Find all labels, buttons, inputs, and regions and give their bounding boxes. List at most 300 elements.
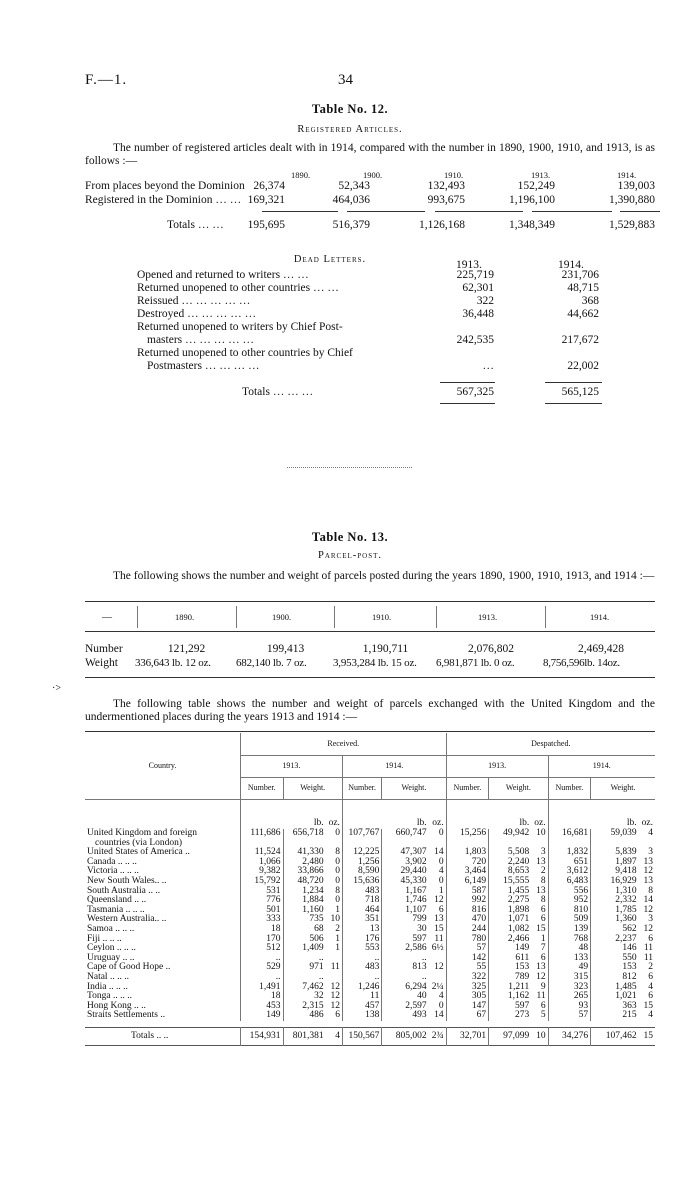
- table12-total-cell: 195,695: [247, 219, 285, 231]
- dead-letters-row-label: Opened and returned to writers … …: [137, 269, 309, 281]
- lb-header: lb.: [313, 818, 324, 829]
- data-cell: 0: [335, 856, 340, 867]
- table12-subtitle: Registered Articles.: [297, 124, 403, 135]
- dead-letters-totals-label: Totals … … …: [242, 386, 314, 398]
- total-cell: 97,099: [489, 1028, 532, 1046]
- column-rule: [334, 606, 335, 628]
- dead-letters-title: Dead Letters.: [293, 254, 367, 265]
- data-cell: 15,555: [489, 877, 532, 887]
- table12-cell: 52,343: [338, 180, 370, 192]
- data-cell: 57: [548, 1011, 591, 1021]
- data-cell: 2,332: [591, 896, 639, 906]
- table-row: [85, 944, 655, 954]
- data-cell: 30: [382, 925, 429, 935]
- data-cell: ..: [382, 954, 429, 964]
- data-cell: 9: [540, 981, 546, 992]
- rule: [85, 631, 655, 632]
- data-cell: 1: [335, 943, 340, 954]
- page-series-code: F.—1.: [85, 72, 128, 88]
- data-cell: 7,462: [283, 983, 326, 993]
- data-cell: 6½: [431, 943, 444, 954]
- data-cell: 67: [446, 1011, 489, 1021]
- data-cell: 8,590: [342, 867, 381, 877]
- data-cell: 153: [489, 963, 532, 973]
- data-cell: 483: [342, 963, 381, 973]
- number-header: Number.: [342, 777, 381, 799]
- data-cell: 1: [335, 933, 340, 944]
- table13-weight: 8,756,596lb. 14oz.: [543, 657, 620, 669]
- data-cell: 12: [434, 962, 444, 973]
- data-cell: 12: [330, 1000, 340, 1011]
- data-cell: 799: [382, 915, 429, 925]
- data-cell: 7: [540, 943, 546, 954]
- data-cell: 3: [648, 847, 653, 858]
- table13-year: 1890.: [175, 612, 195, 622]
- number-header: Number.: [240, 777, 283, 799]
- data-cell: 1,211: [489, 983, 532, 993]
- total-cell: 32,701: [446, 1028, 489, 1046]
- table12-cell: 464,036: [332, 194, 370, 206]
- data-cell: 1,107: [382, 906, 429, 916]
- dead-letters-total-1913: 567,325: [456, 386, 494, 398]
- data-cell: 6: [648, 971, 653, 982]
- lb-header: lb.: [519, 818, 530, 829]
- data-cell: 6,294: [382, 983, 429, 993]
- data-cell: 0: [335, 866, 340, 877]
- country-cell: Western Australia.. ..: [87, 914, 167, 925]
- rule: [545, 403, 602, 404]
- country-cell: Ceylon .. .. ..: [87, 943, 136, 954]
- data-cell: 453: [240, 1002, 283, 1012]
- data-cell: 133: [548, 954, 591, 964]
- data-cell: ..: [283, 973, 326, 983]
- data-cell: 651: [548, 858, 591, 868]
- rule: [85, 677, 655, 678]
- data-cell: 170: [240, 935, 283, 945]
- exchange-table: [85, 733, 655, 1046]
- table12-total-cell: 1,348,349: [509, 219, 555, 231]
- year-header: 1914.: [548, 755, 655, 777]
- data-cell: 29,440: [382, 867, 429, 877]
- table12-totals: [85, 219, 660, 233]
- data-cell: 992: [446, 896, 489, 906]
- country-cell: Natal .. .. ..: [87, 971, 129, 982]
- data-cell: 1,167: [382, 887, 429, 897]
- data-cell: 47,307: [382, 848, 429, 858]
- data-cell: 735: [283, 915, 326, 925]
- dead-letters-value-1913: 36,448: [462, 308, 494, 320]
- table13-corner: —: [102, 612, 112, 623]
- data-cell: 11: [643, 943, 653, 954]
- table12-row: [85, 180, 660, 194]
- country-cell: Uruguay .. ..: [87, 952, 135, 963]
- oz-header: oz.: [641, 818, 653, 829]
- data-cell: 3,902: [382, 858, 429, 868]
- table12-cell: 993,675: [427, 194, 465, 206]
- table13-weight: 682,140 lb. 7 oz.: [236, 657, 307, 669]
- data-cell: 32: [283, 992, 326, 1002]
- data-cell: 457: [342, 1002, 381, 1012]
- data-cell: ..: [283, 954, 326, 964]
- data-cell: 9,382: [240, 867, 283, 877]
- data-cell: 18: [240, 992, 283, 1002]
- country-cell: India .. .. ..: [87, 981, 128, 992]
- table12-year: 1890.: [291, 170, 311, 180]
- data-cell: 8: [540, 875, 546, 886]
- data-cell: 322: [446, 973, 489, 983]
- dead-letters-value-1914: 231,706: [561, 269, 599, 281]
- data-cell: 2,237: [591, 935, 639, 945]
- rule: [262, 211, 338, 212]
- table12-cell: 1,196,100: [509, 194, 555, 206]
- data-cell: 3,612: [548, 867, 591, 877]
- data-cell: 493: [382, 1011, 429, 1021]
- data-cell: 2,240: [489, 858, 532, 868]
- table13-number-label: Number: [85, 643, 123, 655]
- data-cell: 660,747: [382, 829, 429, 839]
- data-cell: 40: [382, 992, 429, 1002]
- table12-cell: 169,321: [247, 194, 285, 206]
- total-cell: 15: [643, 1031, 653, 1042]
- data-cell: 2,315: [283, 1002, 326, 1012]
- table13-number: 1,190,711: [362, 643, 409, 655]
- data-cell: 10: [536, 828, 546, 838]
- data-cell: 13: [536, 962, 546, 973]
- data-cell: 6: [540, 904, 546, 915]
- data-cell: 506: [283, 935, 326, 945]
- total-cell: 801,381: [283, 1028, 326, 1046]
- column-rule: [236, 606, 237, 628]
- total-cell: 150,567: [342, 1028, 381, 1046]
- dead-letters-value-1913: …: [482, 360, 494, 372]
- country-cell: countries (via London): [95, 837, 183, 848]
- table12-year: 1913.: [531, 170, 551, 180]
- data-cell: 15: [536, 923, 546, 934]
- rule: [347, 211, 425, 212]
- lb-header: lb.: [416, 818, 427, 829]
- dead-letters-value-1913: 62,301: [462, 282, 494, 294]
- data-cell: 6,483: [548, 877, 591, 887]
- data-cell: 789: [489, 973, 532, 983]
- data-cell: 12,225: [342, 848, 381, 858]
- column-rule: [436, 606, 437, 628]
- data-cell: ..: [342, 973, 381, 983]
- country-cell: Cape of Good Hope ..: [87, 962, 171, 973]
- data-cell: 2,597: [382, 1002, 429, 1012]
- data-cell: 1,409: [283, 944, 326, 954]
- data-cell: 12: [643, 866, 653, 877]
- data-cell: 3: [540, 847, 546, 858]
- data-cell: 6: [540, 1000, 546, 1011]
- rule: [440, 382, 495, 383]
- data-cell: 5,508: [489, 848, 532, 858]
- data-cell: 49: [548, 963, 591, 973]
- data-cell: 11: [342, 992, 381, 1002]
- table13-intro: The following shows the number and weight of parcels posted during the years 1890, 1900, 1910, 1913, and 1914 :—: [113, 570, 655, 582]
- data-cell: 8: [335, 847, 340, 858]
- data-cell: 4: [648, 1010, 653, 1021]
- data-cell: 333: [240, 915, 283, 925]
- data-cell: 18: [240, 925, 283, 935]
- number-header: Number.: [446, 777, 489, 799]
- country-header: Country.: [148, 760, 177, 770]
- data-cell: 6: [540, 914, 546, 925]
- data-cell: 11: [434, 933, 444, 944]
- total-cell: 4: [335, 1031, 340, 1042]
- data-cell: 49,942: [489, 829, 532, 839]
- table12-year: 1900.: [363, 170, 383, 180]
- dead-letters-value-1914: 217,672: [561, 334, 599, 346]
- data-cell: 48: [548, 944, 591, 954]
- data-cell: 483: [342, 887, 381, 897]
- data-cell: 3: [648, 914, 653, 925]
- total-cell: 34,276: [548, 1028, 591, 1046]
- data-cell: 45,330: [382, 877, 429, 887]
- dead-letters-row-label: Postmasters … … … …: [147, 360, 260, 372]
- exchange-totals-row: [85, 1028, 655, 1046]
- data-cell: 6: [438, 904, 444, 915]
- data-cell: 8: [335, 885, 340, 896]
- data-cell: 107,767: [342, 829, 381, 839]
- country-cell: Hong Kong .. ..: [87, 1000, 146, 1011]
- data-cell: 8: [648, 885, 653, 896]
- year-header: 1914.: [342, 755, 446, 777]
- data-cell: 153: [591, 963, 639, 973]
- data-cell: 13: [536, 856, 546, 867]
- data-cell: 13: [536, 885, 546, 896]
- weight-header: Weight.: [283, 777, 342, 799]
- table12-totals-label: Totals … …: [167, 219, 224, 231]
- rule: [545, 382, 602, 383]
- dead-letters-row-label: Returned unopened to other countries by Chief: [137, 347, 353, 359]
- data-cell: 531: [240, 887, 283, 897]
- data-cell: 12: [330, 991, 340, 1002]
- data-cell: 1,491: [240, 983, 283, 993]
- data-cell: 8,653: [489, 867, 532, 877]
- data-cell: 0: [335, 875, 340, 886]
- data-cell: 4: [648, 981, 653, 992]
- data-cell: 139: [548, 925, 591, 935]
- data-cell: 11: [536, 991, 546, 1002]
- table12-total-cell: 1,529,883: [609, 219, 655, 231]
- data-cell: 1,485: [591, 983, 639, 993]
- data-cell: 315: [548, 973, 591, 983]
- data-cell: 41,330: [283, 848, 326, 858]
- data-cell: 816: [446, 906, 489, 916]
- data-cell: 16,929: [591, 877, 639, 887]
- data-cell: 265: [548, 992, 591, 1002]
- data-cell: 4: [648, 828, 653, 838]
- data-cell: 146: [591, 944, 639, 954]
- table13-year: 1913.: [478, 612, 498, 622]
- country-cell: Tonga .. .. ..: [87, 991, 132, 1002]
- data-cell: 323: [548, 983, 591, 993]
- data-cell: 597: [382, 935, 429, 945]
- dead-letters-value-1914: 48,715: [567, 282, 599, 294]
- data-cell: 512: [240, 944, 283, 954]
- data-cell: 1: [438, 885, 444, 896]
- data-cell: ..: [240, 954, 283, 964]
- data-cell: 176: [342, 935, 381, 945]
- data-cell: 147: [446, 1002, 489, 1012]
- data-cell: 13: [643, 875, 653, 886]
- dead-letters-row-label: Reissued … … … … …: [137, 295, 251, 307]
- dead-letters-row-label: Returned unopened to other countries … …: [137, 282, 339, 294]
- data-cell: 2,466: [489, 935, 532, 945]
- dead-letters-value-1913: 322: [476, 295, 494, 307]
- country-cell: Fiji .. .. ..: [87, 933, 122, 944]
- data-cell: 509: [548, 915, 591, 925]
- column-rule: [545, 606, 546, 628]
- data-cell: 15,636: [342, 877, 381, 887]
- data-cell: 1,071: [489, 915, 532, 925]
- table13-weight: 6,981,871 lb. 0 oz.: [436, 657, 515, 669]
- data-cell: 12: [643, 904, 653, 915]
- data-cell: 812: [591, 973, 639, 983]
- column-rule: [137, 606, 138, 628]
- data-cell: 351: [342, 915, 381, 925]
- data-cell: 810: [548, 906, 591, 916]
- table13-number: 2,076,802: [468, 643, 514, 655]
- table13-number: 2,469,428: [578, 643, 624, 655]
- data-cell: 1,246: [342, 983, 381, 993]
- dead-letters-value-1914: 368: [581, 295, 599, 307]
- data-cell: 12: [434, 895, 444, 906]
- data-cell: 305: [446, 992, 489, 1002]
- data-cell: 6: [648, 991, 653, 1002]
- table-row: [85, 963, 655, 973]
- data-cell: 2: [540, 866, 546, 877]
- data-cell: 1,832: [548, 848, 591, 858]
- data-cell: 2,480: [283, 858, 326, 868]
- data-cell: 12: [536, 971, 546, 982]
- year-header: 1913.: [446, 755, 548, 777]
- data-cell: 2: [648, 962, 653, 973]
- country-cell: Samoa .. .. ..: [87, 923, 135, 934]
- rule: [620, 211, 660, 212]
- data-cell: 59,039: [591, 829, 639, 839]
- data-cell: 656,718: [283, 829, 326, 839]
- total-cell: 805,002: [382, 1028, 429, 1046]
- data-cell: 971: [283, 963, 326, 973]
- country-cell: Victoria .. .. ..: [87, 866, 139, 877]
- data-cell: 0: [335, 895, 340, 906]
- received-header: Received.: [240, 733, 446, 755]
- data-cell: 718: [342, 896, 381, 906]
- total-cell: 2¾: [431, 1031, 444, 1042]
- total-cell: 107,462: [591, 1028, 639, 1046]
- data-cell: ..: [240, 973, 283, 983]
- data-cell: 720: [446, 858, 489, 868]
- data-cell: 10: [330, 914, 340, 925]
- table12-year: 1910.: [444, 170, 464, 180]
- country-cell: Straits Settlements ..: [87, 1010, 166, 1021]
- oz-header: oz.: [328, 818, 340, 829]
- data-cell: 1: [335, 904, 340, 915]
- data-cell: 48,720: [283, 877, 326, 887]
- data-cell: 149: [489, 944, 532, 954]
- data-cell: 780: [446, 935, 489, 945]
- dead-letters-year: 1914.: [558, 259, 584, 271]
- table12-total-cell: 1,126,168: [419, 219, 465, 231]
- data-cell: 111,686: [240, 829, 283, 839]
- page-number: 34: [338, 72, 353, 88]
- data-cell: 13: [434, 914, 444, 925]
- table13-weight: 336,643 lb. 12 oz.: [135, 657, 211, 669]
- rule: [85, 731, 655, 732]
- data-cell: 611: [489, 954, 532, 964]
- dead-letters-row-label: Destroyed … … … … …: [137, 308, 257, 320]
- country-cell: New South Wales.. ..: [87, 875, 167, 886]
- rule: [532, 211, 612, 212]
- data-cell: 273: [489, 1011, 532, 1021]
- data-cell: 1,021: [591, 992, 639, 1002]
- exchange-intro: The following table shows the number and weight of parcels exchanged with the United Kingdom and the undermentioned places during the years 1913 and 1914 :—: [85, 698, 655, 723]
- table12-intro: The number of registered articles dealt with in 1914, compared with the number in 1890, 1900, 1910, and 1913, is as follows :—: [85, 142, 655, 167]
- country-cell: Canada .. .. ..: [87, 856, 137, 867]
- data-cell: 952: [548, 896, 591, 906]
- data-cell: 33,866: [283, 867, 326, 877]
- data-cell: 501: [240, 906, 283, 916]
- data-cell: 14: [434, 847, 444, 858]
- data-cell: 14: [434, 1010, 444, 1021]
- data-cell: 529: [240, 963, 283, 973]
- data-cell: 1,884: [283, 896, 326, 906]
- country-cell: Queensland .. ..: [87, 895, 147, 906]
- rule: [85, 601, 655, 602]
- data-cell: 1,898: [489, 906, 532, 916]
- data-cell: 0: [438, 875, 444, 886]
- data-cell: 1,746: [382, 896, 429, 906]
- country-cell: Tasmania .. .. ..: [87, 904, 145, 915]
- data-cell: 142: [446, 954, 489, 964]
- data-cell: 470: [446, 915, 489, 925]
- weight-header: Weight.: [489, 777, 548, 799]
- number-header: Number.: [548, 777, 591, 799]
- data-cell: 68: [283, 925, 326, 935]
- dead-letters-total-1914: 565,125: [561, 386, 599, 398]
- table12-cell: 1,390,880: [609, 194, 655, 206]
- country-cell: United States of America ..: [87, 847, 190, 858]
- table12-cell: 139,003: [617, 180, 655, 192]
- data-cell: 0: [335, 828, 340, 838]
- data-cell: 12: [643, 923, 653, 934]
- data-cell: 1: [540, 933, 546, 944]
- data-cell: 1,082: [489, 925, 532, 935]
- dead-letters-value-1914: 44,662: [567, 308, 599, 320]
- data-cell: 8: [540, 895, 546, 906]
- data-cell: 1,066: [240, 858, 283, 868]
- data-cell: 325: [446, 983, 489, 993]
- data-cell: 55: [446, 963, 489, 973]
- data-cell: 11,524: [240, 848, 283, 858]
- data-cell: 562: [591, 925, 639, 935]
- data-cell: 12: [330, 981, 340, 992]
- table13-weight: 3,953,284 lb. 15 oz.: [333, 657, 417, 669]
- data-cell: ..: [382, 973, 429, 983]
- table12-year: 1914.: [617, 170, 637, 180]
- data-cell: 2,275: [489, 896, 532, 906]
- data-cell: 776: [240, 896, 283, 906]
- dead-letters-value-1914: 22,002: [567, 360, 599, 372]
- data-cell: 5: [540, 1010, 546, 1021]
- dead-letters-value-1913: 242,535: [456, 334, 494, 346]
- data-cell: ..: [342, 954, 381, 964]
- data-cell: 1,162: [489, 992, 532, 1002]
- table13-year: 1900.: [272, 612, 292, 622]
- data-cell: 138: [342, 1011, 381, 1021]
- data-cell: 1,803: [446, 848, 489, 858]
